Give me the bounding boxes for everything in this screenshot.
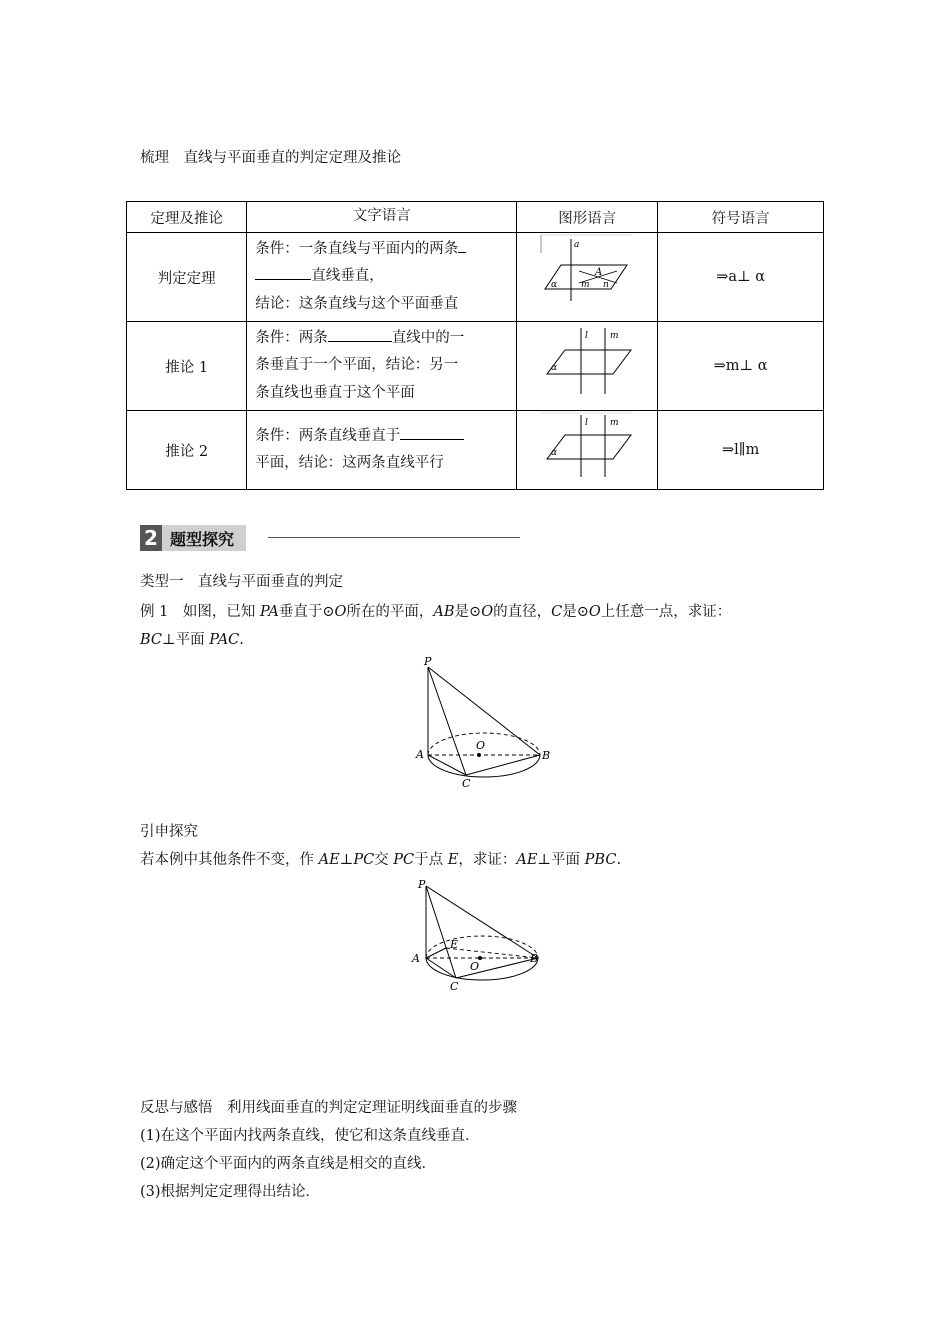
row-symbol: ⇒l∥m xyxy=(658,411,824,490)
label-m: m xyxy=(610,418,619,428)
row-figure xyxy=(517,233,658,322)
reflection-step: (3)根据判定定理得出结论． xyxy=(140,1184,321,1200)
col-header-theorem: 定理及推论 xyxy=(127,202,247,233)
label-A: A xyxy=(412,952,420,965)
table-row xyxy=(127,411,824,490)
row-name: 推论 1 xyxy=(127,322,247,411)
label-B: B xyxy=(530,952,539,965)
reflection-title: 反思与感悟 利用线面垂直的判定定理证明线面垂直的步骤 xyxy=(140,1100,517,1116)
fill-blank[interactable] xyxy=(328,327,392,342)
label-A: A xyxy=(416,748,424,761)
row-name: 推论 2 xyxy=(127,411,247,490)
col-header-symbol: 符号语言 xyxy=(658,202,824,233)
reflection-step: (2)确定这个平面内的两条直线是相交的直线． xyxy=(140,1156,437,1172)
section-badge xyxy=(140,525,246,551)
label-alpha: α xyxy=(551,280,558,290)
fill-blank[interactable] xyxy=(255,265,311,280)
table-header-row xyxy=(127,202,824,233)
row-figure xyxy=(517,411,658,490)
label-alpha: α xyxy=(551,363,558,373)
theorem-table xyxy=(126,201,824,490)
type-title: 类型一 直线与平面垂直的判定 xyxy=(140,574,343,590)
reflection-step: (1)在这个平面内找两条直线，使它和这条直线垂直． xyxy=(140,1128,480,1144)
corollary1-diagram xyxy=(517,322,657,406)
cone-figure-1 xyxy=(410,655,550,790)
cone-figure-2 xyxy=(408,876,548,994)
label-m: m xyxy=(610,331,619,341)
col-header-text: 文字语言 xyxy=(247,202,517,233)
section-heading: 梳理 直线与平面垂直的判定定理及推论 xyxy=(140,150,401,166)
label-l: l xyxy=(585,418,589,428)
section-divider xyxy=(268,537,520,538)
row-symbol: ⇒m⊥ α xyxy=(658,322,824,411)
label-C: C xyxy=(450,980,459,993)
row-name: 判定定理 xyxy=(127,233,247,322)
table-row xyxy=(127,322,824,411)
label-C: C xyxy=(462,777,471,790)
fill-blank[interactable] xyxy=(400,425,464,440)
label-P: P xyxy=(418,878,426,891)
extension-title: 引申探究 xyxy=(140,824,198,840)
theorem-diagram xyxy=(517,233,657,317)
label-P: P xyxy=(424,655,432,668)
label-A: A xyxy=(595,267,603,278)
section-number: 2 xyxy=(140,525,162,551)
row-symbol: ⇒a⊥ α xyxy=(658,233,824,322)
row-text: 条件：一条直线与平面内的两条 直线垂直， 结论：这条直线与这个平面垂直 xyxy=(247,233,517,322)
label-alpha: α xyxy=(551,448,558,458)
row-text: 条件：两条 直线中的一 条垂直于一个平面，结论：另一 条直线也垂直于这个平面 xyxy=(247,322,517,411)
label-n: n xyxy=(603,280,610,290)
extension-line: 若本例中其他条件不变，作 AE⊥PC交 PC于点 E，求证：AE⊥平面 PBC. xyxy=(140,852,622,868)
row-text: 条件：两条直线垂直于 平面，结论：这两条直线平行 xyxy=(247,411,517,490)
label-E: E xyxy=(450,938,459,951)
example-line-2: BC⊥平面 PAC. xyxy=(140,632,244,648)
label-O: O xyxy=(476,739,486,752)
example-line-1: 例 1 如图，已知 PA垂直于⊙O所在的平面，AB是⊙O的直径，C是⊙O上任意一点，求证： xyxy=(140,604,732,620)
fill-blank[interactable] xyxy=(458,238,466,253)
label-m: m xyxy=(581,280,590,290)
label-a: a xyxy=(574,240,580,250)
col-header-figure: 图形语言 xyxy=(517,202,658,233)
corollary2-diagram xyxy=(517,411,657,485)
row-figure xyxy=(517,322,658,411)
table-row xyxy=(127,233,824,322)
section-title: 题型探究 xyxy=(162,525,246,551)
label-O: O xyxy=(470,960,480,973)
label-B: B xyxy=(542,749,550,762)
label-l: l xyxy=(585,331,589,341)
